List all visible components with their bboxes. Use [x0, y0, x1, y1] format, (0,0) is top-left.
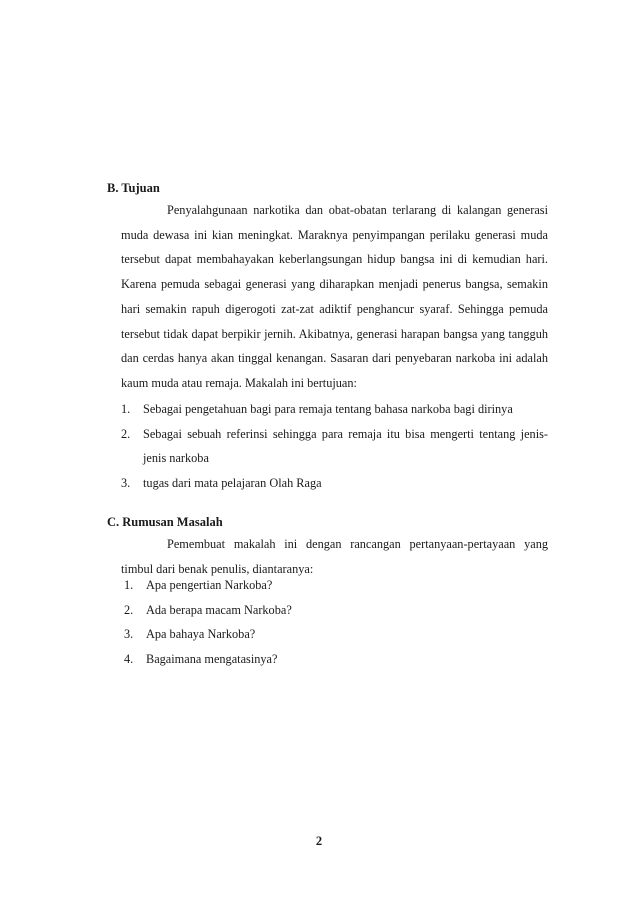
list-rumusan-masalah — [124, 573, 544, 672]
list-item — [124, 598, 544, 623]
paragraph-tujuan: Penyalahgunaan narkotika dan obat-obatan terlarang di kalangan generasi muda dewasa ini kian meningkat. Maraknya penyimpangan perilaku generasi muda tersebut dapat membahayakan keberlangsungan hidup bangsa ini di kemudian hari. Karena pemuda sebagai generasi yang diharapkan menjadi penerus bangsa, semakin hari semakin rapuh digerogoti zat-zat adiktif penghancur syaraf. Sehingga pemuda tersebut tidak dapat berpikir jernih. Akibatnya, generasi harapan bangsa yang tangguh dan cerdas hanya akan tinggal kenangan. Sasaran dari penyebaran narkoba ini adalah kaum muda atau remaja. Makalah ini bertujuan: — [121, 203, 548, 390]
section-heading-rumusan-masalah: C. Rumusan Masalah — [107, 515, 223, 529]
list-item-text: Apa pengertian Narkoba? — [146, 578, 273, 592]
list-item — [124, 573, 544, 598]
list-item-number: 4. — [124, 652, 134, 667]
list-item — [121, 422, 548, 471]
paragraph-rumusan-masalah: Pemembuat makalah ini dengan rancangan pertanyaan-pertayaan yang timbul dari benak penulis, diantaranya: — [121, 537, 548, 576]
section-heading-tujuan: B. Tujuan — [107, 181, 160, 195]
list-item-number: 2. — [124, 602, 134, 617]
list-item — [124, 647, 544, 672]
list-item-text: tugas dari mata pelajaran Olah Raga — [143, 476, 322, 491]
list-item-text: Bagaimana mengatasinya? — [146, 652, 278, 667]
page-number: 2 — [315, 834, 323, 848]
list-tujuan — [121, 397, 548, 496]
list-item-text: Ada berapa macam Narkoba? — [146, 602, 292, 617]
list-item-text: Sebagai sebuah referinsi sehingga para remaja itu bisa mengerti tentang jenis-jenis narkoba — [143, 426, 548, 466]
list-item-text: Sebagai pengetahuan bagi para remaja tentang bahasa narkoba bagi dirinya — [143, 402, 513, 416]
list-item — [121, 471, 548, 496]
list-item-number: 1. — [124, 578, 134, 592]
list-item — [121, 397, 548, 422]
list-item-number: 1. — [121, 402, 131, 416]
list-item — [124, 622, 544, 647]
list-item-number: 3. — [121, 476, 131, 491]
list-item-text: Apa bahaya Narkoba? — [146, 627, 256, 642]
list-item-number: 2. — [121, 426, 131, 441]
list-item-number: 3. — [124, 627, 134, 642]
